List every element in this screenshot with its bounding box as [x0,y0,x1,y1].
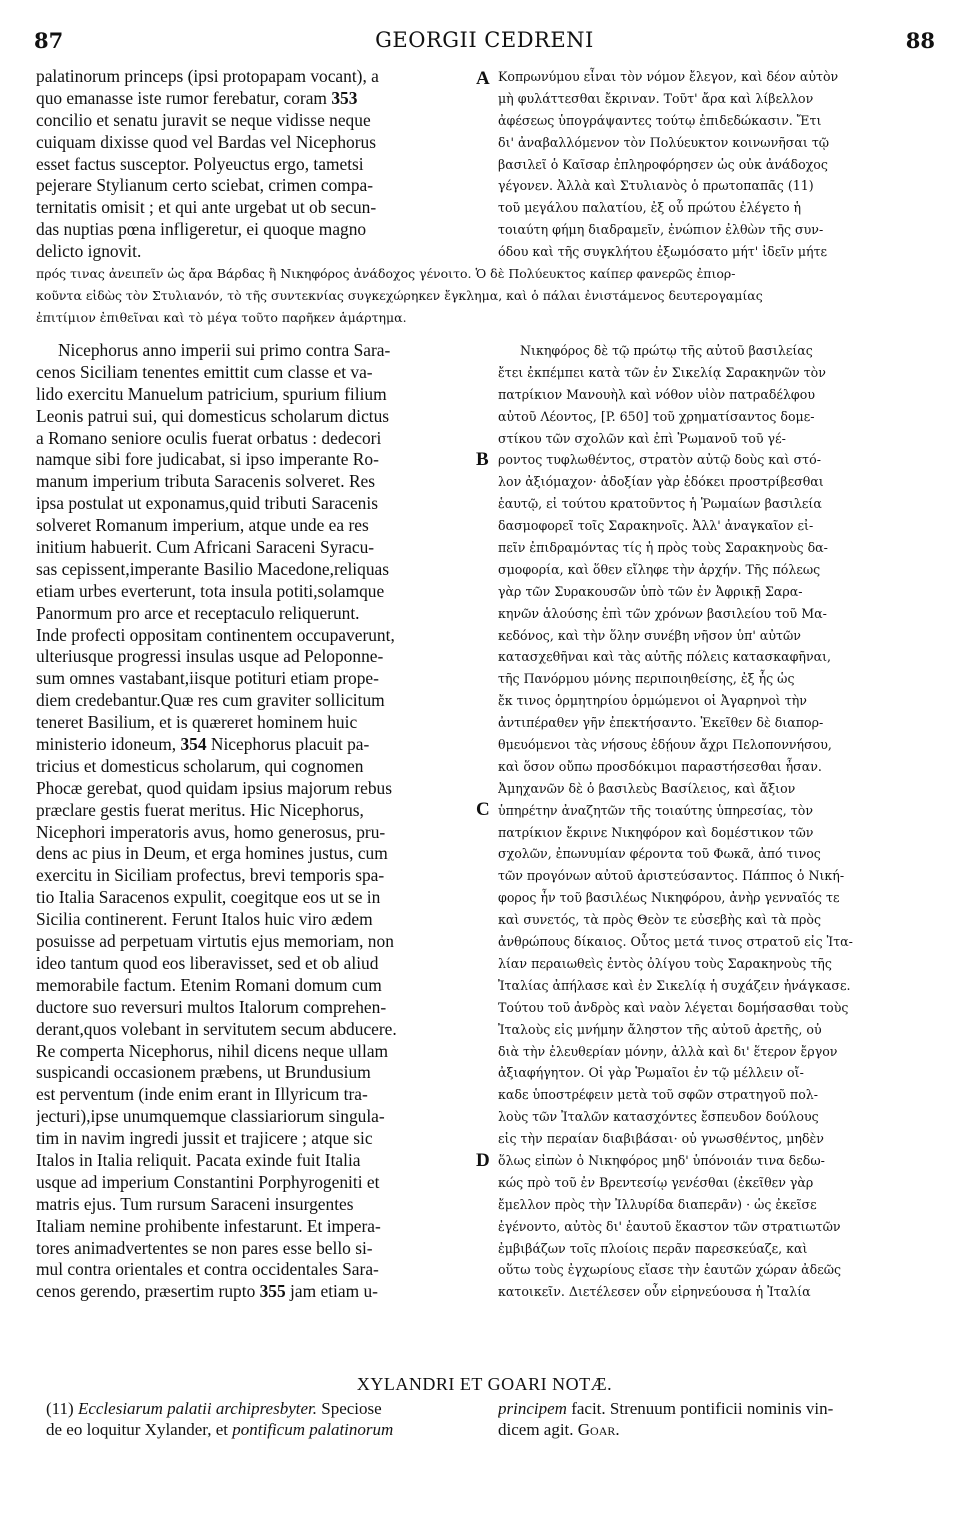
note-quote: pontificum palatinorum [232,1420,394,1439]
left-page-number: 87 [34,28,64,53]
latin-line: Panormum pro arce et receptaculo reliquerunt. [36,602,360,623]
greek-line: τοιαύτη φήμη διαδραμεῖν, ἐνώπιον ἐλθὼν τῆς συν- [498,222,824,238]
greek-line: ἔτει ἐκπέμπει κατὰ τῶν ἐν Σικελίᾳ Σαρακηνῶν τὸν [498,364,826,380]
latin-line: suspicandi occasionem præbens, ut Brundusium [36,1062,371,1083]
note-text: de eo loquitur Xylander, et [46,1420,233,1439]
folio-number: 353 [331,87,358,108]
greek-line: κατασχεθῆναι καὶ τὰς αὐτῆς πόλεις κατασκαφῆναι, [498,649,832,665]
latin-line: solveret Romanum imperium, atque unde ea res [36,515,369,536]
latin-line: ipsa postulat ut exponamus,quid tributi Saracenis [36,493,378,514]
greek-line: ἔμελλον πρὸς τὴν Ἰλλυρίδα διαπερᾶν) · ὡς ἐκεῖσε [498,1196,817,1212]
latin-line: diem credebantur.Quæ res cum graviter sollicitum [36,690,385,711]
latin-line: est perventum (inde enim erant in Illyricum tra- [36,1084,368,1105]
latin-column-main [36,340,472,1303]
greek-line: καὶ ὅσον οὔπω προσδόκιμοι παραστήσεσθαι ἦσαν. [498,758,822,774]
latin-line: cenos gerendo, præsertim rupto 355 jam etiam u- [36,1281,378,1302]
latin-line: etiam urbes everterunt, tota insula potiti,solamque [36,580,385,601]
latin-line: posuisse ad perpetuam virtutis ejus memoriam, non [36,931,394,952]
greek-line: τῆς Πανόρμου μόνης περιποιηθείσης, ἐξ ἧς ὡς [498,671,795,687]
latin-line: sum omnes vastabant,iisque potituri etiam prope- [36,668,379,689]
greek-line: ἐμβιβάζων τοῖς πλοίοις περᾶν παρεσκεύαζε, καὶ [498,1240,808,1256]
greek-line: ἐγένοντο, αὐτὸς δι' ἑαυτοῦ ἕκαστον τῶν στρατιωτῶν [498,1218,841,1234]
greek-line: Νικηφόρος δὲ τῷ πρώτῳ τῆς αὐτοῦ βασιλείας [520,343,813,358]
note-line [46,1398,476,1419]
greek-line: ἀνθρώπους δίκαιος. Οὗτος μετά τινος στρατοῦ εἰς Ἰτα- [498,934,853,950]
greek-line: κεδόνος, καὶ τὴν ὅλην συνέβη νῆσον ὑπ' αὐτῶν [498,627,801,643]
latin-line: dens ac pius in Deum, et erga homines justus, cum [36,843,388,864]
greek-line: εἰς τὴν περαίαν διαβιβάσαι· οὐ γνωσθέντος, μηδὲν [498,1131,824,1147]
greek-column-main [498,340,934,1303]
notes-right-column [498,1398,934,1440]
latin-line: pejerare Stylianum certo sciebat, crimen compa- [36,175,374,196]
note-text: Speciose [317,1399,382,1418]
latin-line: initium habuerit. Cum Africani Saraceni Syracu- [36,537,375,558]
latin-line: matris ejus. Tum rursum Saraceni insurgentes [36,1193,354,1214]
note-number: (11) [46,1399,78,1418]
note-text: facit. Strenuum pontificii nominis vin- [566,1399,834,1418]
latin-line: ideo tantum quod eos liberavisset, sed et ob aliud [36,952,379,973]
greek-line: ἀφέσεως ὑπογράψαντες τούτῳ ἐπιδεδώκασιν. Ἔτι [498,112,822,128]
latin-line: teneret Basilium, et is quæreret hominem huic [36,712,358,733]
greek-line: ὅλως εἰπὼν ὁ Νικηφόρος μηδ' ὑπόνοιάν τινα δεδω- [498,1152,825,1168]
note-quote: principem [498,1399,567,1418]
latin-line: Nicephorus anno imperii sui primo contra Sara- [58,340,391,360]
greek-line: λοὺς τῶν Ἰταλῶν κατασχόντες ἔσπευδον δούλους [498,1109,819,1125]
latin-line: cenos Siciliam tenentes emittit cum classe et va- [36,361,373,382]
greek-line: Τούτου τοῦ ἀνδρὸς καὶ ναὸν λέγεται δομήσασθαι τοὺς [498,999,849,1015]
folio-number: 354 [180,734,207,755]
latin-line: tores animadvertentes se non pares esse bello si- [36,1237,373,1258]
latin-line: cuiquam dixisse quod vel Bardas vel Nicephorus [36,131,377,152]
running-title: GEORGII CEDRENI [375,28,594,52]
latin-line: Sicilia continerent. Ferunt Italos huic viro ædem [36,909,373,930]
note-line [46,1419,476,1440]
note-signature: Goar. [577,1420,620,1439]
greek-line: βασιλεῖ ὁ Καῖσαρ ἐπληροφόρησεν ὡς οὐκ ἀνάδοχος [498,156,828,172]
greek-line: σχολῶν, ἐπωνυμίαν φέροντα τοῦ Φωκᾶ, ἀπό τινος [498,846,821,862]
latin-line: delicto ignovit. [36,241,142,262]
greek-line: κατοικεῖν. Διετέλεσεν οὖν εἰρηνεύουσα ἡ Ἰταλία [498,1284,811,1300]
greek-line: καδε ὑποστρέφειν μετὰ τοῦ σφῶν στρατηγοῦ πολ- [498,1087,819,1103]
latin-line: usque ad imperium Constantini Porphyrogeniti et [36,1171,380,1192]
latin-line: lido exercitu Manuelum patricium, spurium filium [36,383,387,404]
latin-line: tricius et domesticus scholarum, qui cognomen [36,755,364,776]
greek-line: γέγονεν. Ἀλλὰ καὶ Στυλιανὸς ὁ πρωτοπαπᾶς (11) [498,178,814,194]
running-header [34,28,935,54]
margin-letter-a: A [476,68,490,89]
greek-line: τῶν προγόνων αὐτοῦ ἀριστεύσαντος. Πάππος ὁ Νική- [498,868,845,884]
greek-line: κώς πρὸ τοῦ ἐν Βρεντεσίῳ γενέσθαι (ἐκεῖθεν γὰρ [498,1174,814,1190]
greek-line: φορος ἦν τοῦ βασιλέως Νικηφόρου, ἀνὴρ γενναῖός τε [498,890,840,906]
margin-letter-c: C [476,799,490,820]
latin-line: derant,quos volebant in servitutem secum abducere. [36,1018,397,1039]
latin-line: mul contra orientales et contra occidentales Sara- [36,1259,379,1280]
greek-line: τοῦ μεγάλου παλατίου, ἐξ οὗ πρώτου ἐλέγετο ἡ [498,200,802,216]
greek-line: καὶ συνετός, τὰ πρὸς Θεὸν τε εὐσεβὴς καὶ τὰ πρὸς [498,912,822,928]
greek-line: κηνῶν ἁλούσης ἐπὶ τῶν χρόνων βασιλείου τοῦ Μα- [498,605,827,621]
greek-line: ἀντιπέραθεν γῆν ἐπεκτήσαντο. Ἐκεῖθεν δὲ διαπορ- [498,715,824,731]
greek-line: όδου καὶ τῆς συγκλήτου ἐξωμόσατο μήτ' ἰδεῖν μήτε [498,244,828,260]
greek-line: ἐπιτίμιον ἐπιθεῖναι καὶ τὸ μέγα τοῦτο παρῆκεν ἁμάρτημα. [36,309,407,325]
greek-line: αὐτοῦ Λέοντος, [P. 650] τοῦ χρηματίσαντος δομε- [498,408,815,424]
greek-line: κοῦντα εἰδὼς τὸν Στυλιανόν, τὸ τῆς συντεκνίας συγκεχώρηκεν ἔγκλημα, καὶ ὁ πάλαι ἐνιστάμενος δευτερογαμίας [36,287,763,303]
latin-line: sas cepissent,imperante Basilio Macedone,reliquas [36,558,390,579]
margin-letter-d: D [476,1150,490,1171]
greek-line: ἑαυτῷ, εἰ τούτου κρατοῦντος ἡ Ῥωμαίων βασιλεία [498,496,822,512]
latin-line: manum imperium tributa Saracenis solveret. Res [36,471,376,492]
greek-line: διὰ τὴν ἐλευθερίαν μόνην, ἀλλὰ καὶ δι' ἕτερον ἔργον [498,1043,838,1059]
latin-line: tim in navim ingredi jussit et trajicere ; atque sic [36,1128,373,1149]
latin-line: esset factus susceptor. Polyeuctus ergo, tametsi [36,153,364,174]
greek-line: δι' ἀναβαλλόμενον τὸν Πολύευκτον κοινωνῆσαι τῷ [498,134,830,150]
latin-line: namque sibi fore judicabat, si ipso imperante Ro- [36,449,379,470]
greek-line: Ἀμηχανῶν δὲ ὁ βασιλεὺς Βασίλειος, καὶ ἄξιον [498,780,796,796]
latin-line: Phocæ gerebat, quod quidam ipsius majorum rebus [36,777,392,798]
greek-line: πεῖν ἐπιδραμόντας τίς ἡ πρὸς τοὺς Σαρακηνοὺς δα- [498,540,828,556]
greek-full-width-lines [36,263,934,329]
latin-line: Italos in Italia reliquit. Pacata exinde fuit Italia [36,1149,361,1170]
greek-line: δασμοφορεῖ τοῖς Σαρακηνοῖς. Ἀλλ' ἀναγκαῖον εἰ- [498,518,814,534]
greek-line: στίκου τῶν σχολῶν καὶ ἐπὶ Ῥωμανοῦ τοῦ γέ- [498,430,786,446]
latin-line: Nicephori imperatoris avus, homo generosus, pru- [36,821,386,842]
greek-line: λίαν περαιωθεὶς ἐντὸς ὀλίγου τοὺς Σαρακηνοὺς τῆς [498,955,832,971]
latin-line: Re comperta Nicephorus, nihil dicens neque ullam [36,1040,389,1061]
greek-column-top [498,66,934,263]
latin-line: das nuptias pœna infligeretur, ei quoque magno [36,219,367,240]
latin-line: ulteriusque progressi insulas usque ad Peloponne- [36,646,384,667]
latin-line: Italiam nemine prohibente infestarunt. Et impera- [36,1215,381,1236]
latin-line: ternitatis omisit ; et qui ante urgebat ut ob secun- [36,197,377,218]
greek-line: οὕτω τοὺς ἐγχωρίους εἴασε τὴν ἑαυτῶν χώραν ἀδεῶς [498,1262,842,1278]
latin-line: Inde profecti oppositam continentem occupaverunt, [36,624,395,645]
note-line [498,1419,934,1440]
latin-line: a Romano seniore oculis fuerat orbatus : dedecori [36,427,382,448]
note-lemma: Ecclesiarum palatii archipresbyter. [77,1399,318,1418]
margin-letter-b: B [476,449,489,470]
greek-line: Κοπρωνύμου εἶναι τὸν νόμον ἔλεγον, καὶ δέον αὐτὸν [498,69,839,84]
latin-line: præclare gestis fuerat meritus. Hic Nicephorus, [36,799,364,820]
latin-line: palatinorum princeps (ipsi protopapam vocant), a [36,66,379,86]
latin-line: Leonis patrui sui, qui domesticus scholarum dictus [36,405,390,426]
latin-line: ductore suo reversuri multos Italorum comprehen- [36,996,387,1017]
note-line [498,1398,934,1419]
latin-line: exercitu in Siciliam profectus, brevi temporis spa- [36,865,385,886]
latin-column-top [36,66,472,263]
greek-line: ἀξιαφήγητον. Οἱ γὰρ Ῥωμαῖοι ἐν τῷ μέλλειν οἴ- [498,1065,804,1081]
note-text: dicem agit. [498,1420,578,1439]
greek-line: θμευόμενοι τὰς νήσους ἐδῄουν ἄχρι Πελοποννήσου, [498,737,832,753]
latin-line: jecturi),ipse unumquemque classiariorum singula- [36,1106,385,1127]
greek-line: Ἰταλοὺς εἰς μνήμην ἄληστον τῆς αὐτοῦ ἀρετῆς, οὐ [498,1021,822,1037]
notes-left-column [46,1398,476,1440]
latin-line: memorabile factum. Etenim Romani domum cum [36,974,382,995]
latin-line: ministerio idoneum, 354 Nicephorus placuit pa- [36,734,370,755]
right-page-number: 88 [905,28,935,53]
greek-line: μὴ φυλάττεσθαι ἔκριναν. Τοῦτ' ἄρα καὶ λίβελλον [498,90,814,106]
latin-line: concilio et senatu juravit se neque vidisse neque [36,109,371,130]
greek-line: σμοφορία, καὶ ὅθεν εἴληφε τὴν ἀρχήν. Τῆς πόλεως [498,561,821,577]
greek-line: γὰρ τῶν Συρακουσῶν ὑπὸ τῶν ἐν Ἀφρικῇ Σαρα- [498,583,803,599]
notes-heading: XYLANDRI ET GOARI NOTÆ. [356,1374,613,1394]
greek-line: ὑπηρέτην ἀναζητῶν τῆς τοιαύτης ὑπηρεσίας, τὸν [498,802,814,818]
greek-line: πρός τινας ἀνειπεῖν ὡς ἄρα Βάρδας ἢ Νικηφόρος ἀνάδοχος γένοιτο. Ὁ δὲ Πολύευκτος καίπερ φανερῶς ἐπιορ- [36,266,736,281]
greek-line: πατρίκιον ἔκρινε Νικηφόρον καὶ δομέστικον τῶν [498,824,814,840]
latin-line: quo emanasse iste rumor ferebatur, coram 353 [36,87,358,108]
greek-line: ἔκ τινος ὁρμητηρίου ὁρμώμενοι οἱ Ἀγαρηνοὶ τὴν [498,693,807,709]
folio-number: 355 [259,1281,286,1302]
greek-line: πατρίκιον Μανουὴλ καὶ νόθον υἱὸν πατραδέλφου [498,386,815,402]
greek-line: ροντος τυφλωθέντος, στρατὸν αὐτῷ δοὺς καὶ στό- [498,452,821,468]
latin-line: tio Italia Saracenos expulit, coegitque eos ut se in [36,887,381,908]
greek-line: Ἰταλίας ἀπήλασε καὶ ἐν Σικελίᾳ ἡ συχάζειν ἠνάγκασε. [498,977,851,993]
greek-line: λον ἀξιόμαχον· ἀδοξίαν γὰρ ἐδόκει προστρίβεσθαι [498,474,824,490]
